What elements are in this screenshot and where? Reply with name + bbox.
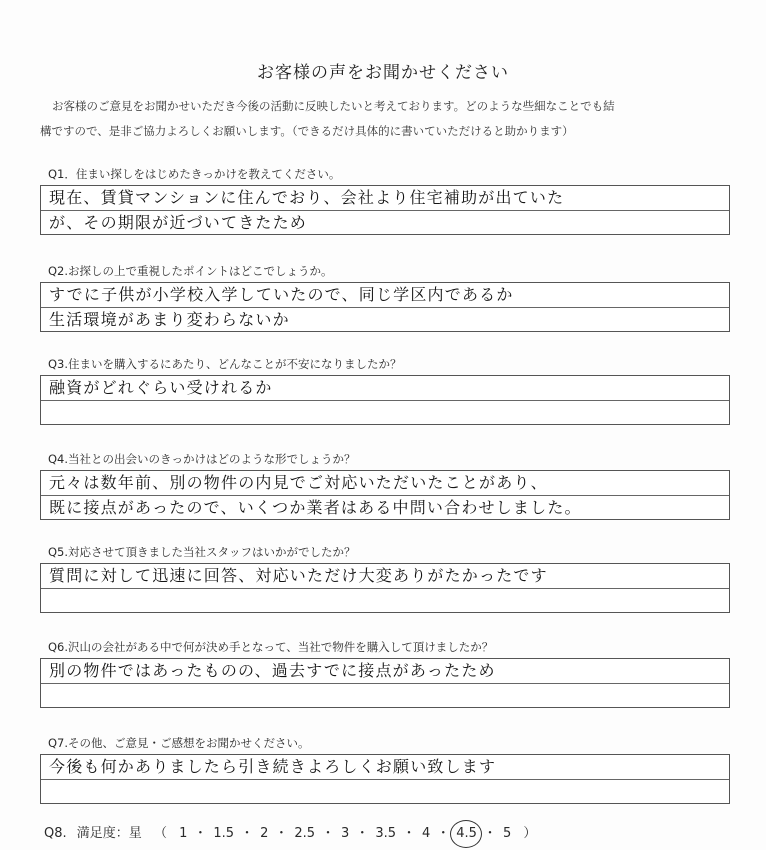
rating-separator: ・ <box>274 826 288 841</box>
question-3-text: Q3.住まいを購入するにあたり、どんなことが不安になりましたか？ <box>48 357 402 371</box>
satisfaction-rating <box>44 822 544 841</box>
rating-separator: ・ <box>321 826 335 841</box>
answer-box-1[interactable] <box>40 185 730 235</box>
q8-close-paren: ） <box>523 826 537 841</box>
rating-separator: ・ <box>355 826 369 841</box>
question-4-text: Q4.当社との出会いのきっかけはどのような形でしょうか？ <box>48 452 356 466</box>
answer-box-3[interactable] <box>40 375 730 425</box>
answer-5-line-1: 質問に対して迅速に回答、対応いただけ大変ありがたかったです <box>49 566 548 585</box>
rating-separator: ・ <box>193 826 207 841</box>
rating-option-3-5[interactable]: 3.5 <box>375 826 396 841</box>
answer-box-5[interactable] <box>40 563 730 613</box>
rating-options <box>179 826 511 841</box>
question-6-text: Q6.沢山の会社がある中で何が決め手となって、当社で物件を購入して頂けましたか？ <box>48 640 494 654</box>
answer-1-line-1: 現在、賃貸マンションに住んでおり、会社より住宅補助が出ていた <box>49 188 565 207</box>
rating-option-4[interactable]: 4 <box>422 826 431 841</box>
selected-circle-mark <box>450 820 482 848</box>
question-1-text: Q1．住まい探しをはじめたきっかけを教えてください。 <box>48 167 341 181</box>
question-5-text: Q5.対応させて頂きました当社スタッフはいかがでしたか？ <box>48 545 356 559</box>
q8-open-paren: （ <box>153 826 167 841</box>
question-7 <box>40 734 730 804</box>
answer-5-line-2 <box>41 588 729 612</box>
question-3 <box>40 355 730 425</box>
answer-2-line-1: すでに子供が小学校入学していたので、同じ学区内であるか <box>49 285 514 304</box>
rating-separator: ・ <box>436 826 450 841</box>
answer-7-line-2 <box>41 779 729 803</box>
question-2-text: Q2.お探しの上で重視したポイントはどこでしょうか。 <box>48 264 333 278</box>
q8-label: Q8. <box>44 826 67 841</box>
page-title: お客様の声をお聞かせください <box>257 63 509 83</box>
q8-text: 満足度：星 <box>76 826 142 841</box>
rating-separator: ・ <box>402 826 416 841</box>
answer-7-line-1: 今後も何かありましたら引き続きよろしくお願い致します <box>49 757 497 776</box>
answer-box-2[interactable] <box>40 282 730 332</box>
intro-text <box>40 94 740 144</box>
rating-separator: ・ <box>483 826 497 841</box>
answer-2-line-2: 生活環境があまり変わらないか <box>41 307 729 331</box>
answer-4-line-2: 既に接点があったので、いくつか業者はある中問い合わせしました。 <box>41 495 729 519</box>
rating-option-5[interactable]: 5 <box>502 826 512 841</box>
answer-6-line-2 <box>41 683 729 707</box>
question-4 <box>40 450 730 520</box>
rating-option-1[interactable]: 1 <box>179 826 188 841</box>
question-6 <box>40 638 730 708</box>
question-1 <box>40 165 730 235</box>
answer-4-line-1: 元々は数年前、別の物件の内見でご対応いただいたことがあり、 <box>49 473 548 492</box>
answer-box-4[interactable] <box>40 470 730 520</box>
rating-option-2[interactable]: 2 <box>260 826 269 841</box>
rating-option-1-5[interactable]: 1.5 <box>213 826 235 841</box>
intro-line-2: 構ですので、是非ご協力よろしくお願いします。（できるだけ具体的に書いていただけると助かります） <box>40 124 574 138</box>
intro-line-1: お客様のご意見をお聞かせいただき今後の活動に反映したいと考えております。どのような些細なことでも結 <box>52 99 615 113</box>
answer-1-line-2: が、その期限が近づいてきたため <box>41 210 729 234</box>
question-7-text: Q7.その他、ご意見・ご感想をお聞かせください。 <box>48 736 310 750</box>
answer-3-line-2 <box>41 400 729 424</box>
rating-separator: ・ <box>240 826 254 841</box>
rating-option-3[interactable]: 3 <box>341 826 350 841</box>
answer-box-6[interactable] <box>40 658 730 708</box>
answer-box-7[interactable] <box>40 754 730 804</box>
question-2 <box>40 262 730 332</box>
question-5 <box>40 543 730 613</box>
answer-6-line-1: 別の物件ではあったものの、過去すでに接点があったため <box>49 661 496 680</box>
rating-option-2-5[interactable]: 2.5 <box>294 826 316 841</box>
answer-3-line-1: 融資がどれぐらい受けれるか <box>49 378 273 397</box>
rating-option-4-5[interactable]: 4.5 <box>456 826 477 841</box>
